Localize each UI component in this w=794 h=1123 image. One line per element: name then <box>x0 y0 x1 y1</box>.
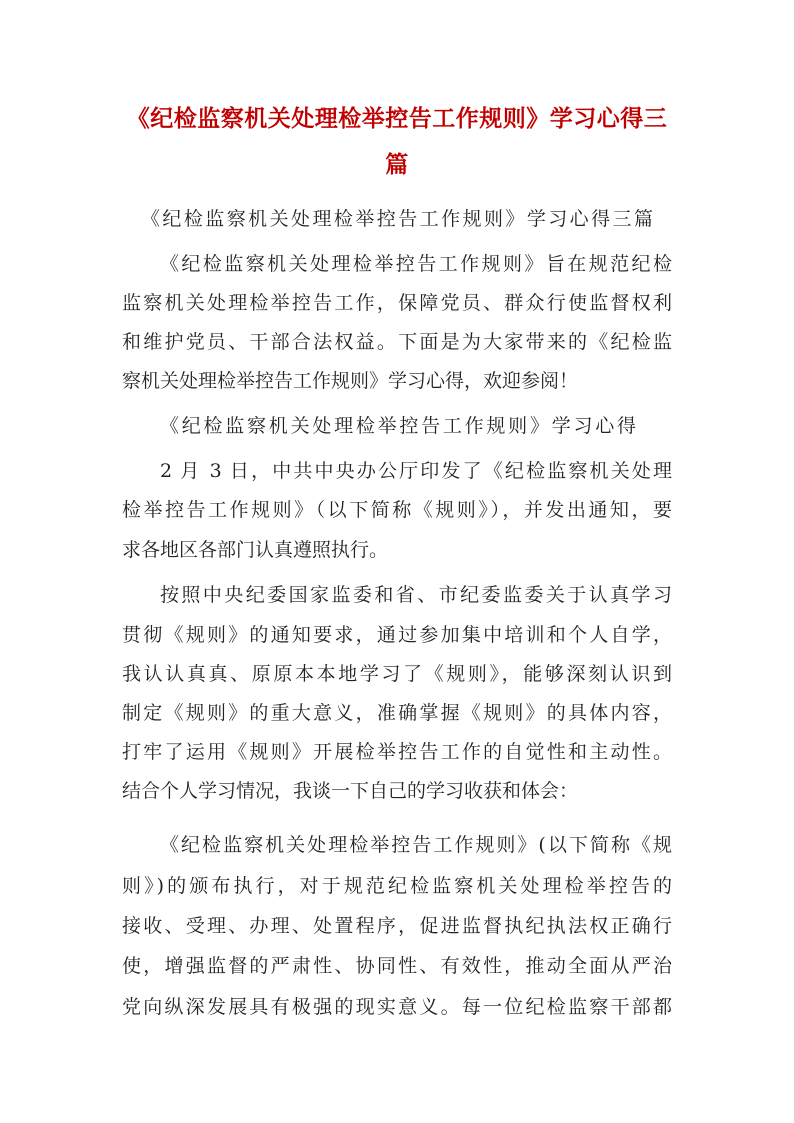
paragraph-line: 按照中央纪委国家监委和省、市纪委监委关于认真学习 <box>160 584 672 606</box>
paragraph-line: 检举控告工作规则》（以下简称《规则》），并发出通知，要 <box>122 499 672 521</box>
document-title <box>110 96 684 188</box>
paragraph-line: 我认认真真、原原本本地学习了《规则》，能够深刻认识到 <box>122 663 672 685</box>
paragraph-line: 制定《规则》的重大意义，准确掌握《规则》的具体内容， <box>122 702 672 724</box>
paragraph-line: 结合个人学习情况，我谈一下自己的学习收获和体会： <box>122 780 579 802</box>
paragraph-line: 打牢了运用《规则》开展检举控告工作的自觉性和主动性。 <box>122 741 672 763</box>
paragraph-line: 贯彻《规则》的通知要求，通过参加集中培训和个人自学， <box>122 624 672 646</box>
paragraph-line: 求各地区各部门认真遵照执行。 <box>122 539 389 561</box>
paragraph-line: 监察机关处理检举控告工作，保障党员、群众行使监督权利 <box>122 292 672 314</box>
paragraph-line: 《纪检监察机关处理检举控告工作规则》旨在规范纪检 <box>160 253 672 275</box>
paragraph-line: 使，增强监督的严肃性、协同性、有效性，推动全面从严治 <box>122 955 672 977</box>
title-line-1: 《纪检监察机关处理检举控告工作规则》学习心得三 <box>126 105 668 132</box>
document-subtitle: 《纪检监察机关处理检举控告工作规则》学习心得三篇 <box>141 208 653 230</box>
paragraph-line: 2 月 3 日，中共中央办公厅印发了《纪检监察机关处理 <box>160 460 672 482</box>
section-heading: 《纪检监察机关处理检举控告工作规则》学习心得 <box>160 415 636 437</box>
paragraph-line: 接收、受理、办理、处置程序，促进监督执纪执法权正确行 <box>122 915 672 937</box>
paragraph-line: 则》)的颁布执行，对于规范纪检监察机关处理检举控告的 <box>122 875 672 897</box>
paragraph-line: 党向纵深发展具有极强的现实意义。每一位纪检监察干部都 <box>122 996 672 1018</box>
paragraph-line: 察机关处理检举控告工作规则》学习心得，欢迎参阅！ <box>122 370 579 392</box>
paragraph-line: 《纪检监察机关处理检举控告工作规则》(以下简称《规 <box>160 834 672 856</box>
paragraph-line: 和维护党员、干部合法权益。下面是为大家带来的《纪检监 <box>122 331 672 353</box>
title-line-2: 篇 <box>385 151 409 178</box>
